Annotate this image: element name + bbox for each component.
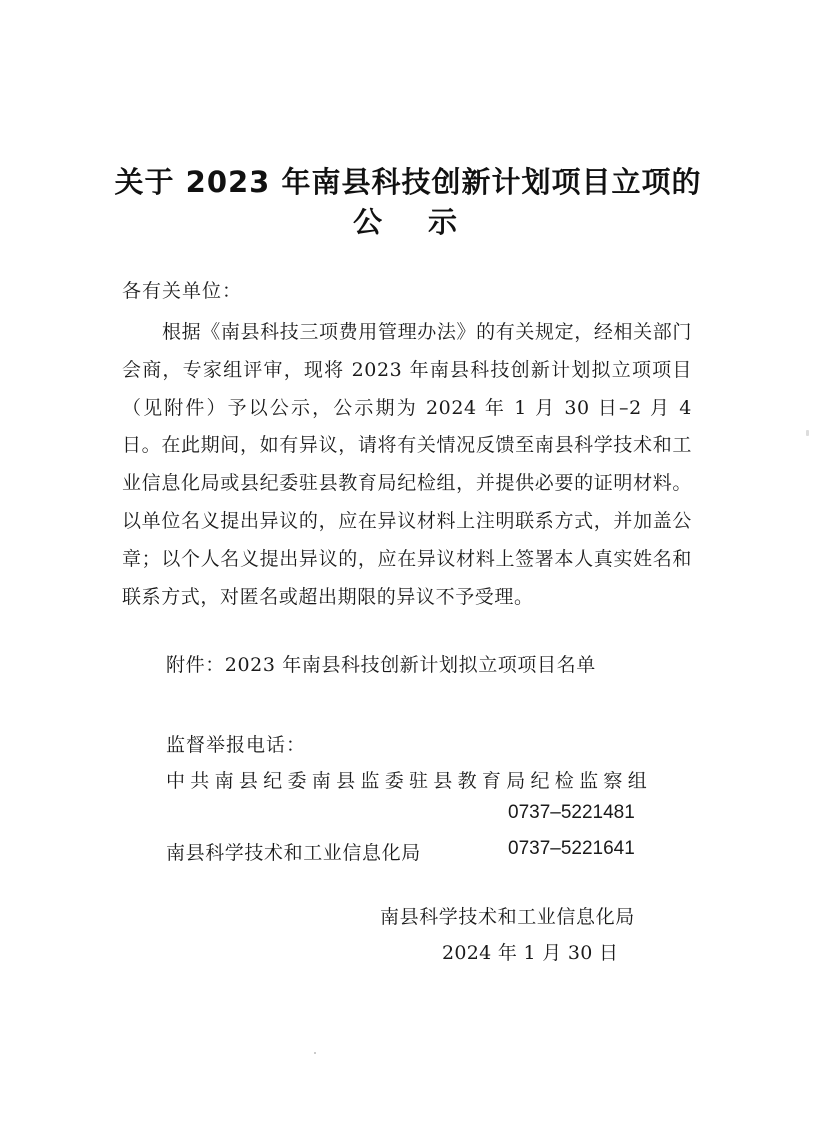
body-paragraph: 根据《南县科技三项费用管理办法》的有关规定，经相关部门会商，专家组评审，现将 2023 年南县科技创新计划拟立项项目（见附件）予以公示，公示期为 2024 年 1 月 30 日–2 月 4 日。在此期间，如有异议，请将有关情况反馈至南县科学技术和工业信息化局或县纪委驻县教育局纪检组，并提供必要的证明材料。以单位名义提出异议的，应在异议材料上注明联系方式，并加盖公章；以个人名义提出异议的，应在异议材料上签署本人真实姓名和联系方式，对匿名或超出期限的异议不予受理。 bbox=[122, 321, 692, 608]
document-title-subtitle: 公示 bbox=[352, 205, 503, 239]
issuer-signature: 南县科学技术和工业信息化局 bbox=[380, 906, 635, 928]
salutation: 各有关单位： bbox=[122, 280, 243, 302]
document-title: 关于 2023 年南县科技创新计划项目立项的 bbox=[114, 165, 702, 199]
contact-org-discipline-group: 中共南县纪委南县监委驻县教育局纪检监察组 bbox=[166, 770, 653, 792]
attachment-line: 附件：2023 年南县科技创新计划拟立项项目名单 bbox=[166, 654, 596, 676]
supervision-heading: 监督举报电话： bbox=[166, 734, 307, 756]
scan-speck bbox=[314, 1052, 316, 1054]
contact-org-science-bureau: 南县科学技术和工业信息化局 bbox=[166, 842, 421, 864]
contact-phone-discipline-group: 0737–5221481 bbox=[508, 802, 635, 823]
scan-speck bbox=[806, 430, 809, 436]
contact-phone-science-bureau: 0737–5221641 bbox=[508, 838, 635, 859]
issue-date: 2024 年 1 月 30 日 bbox=[442, 942, 619, 964]
